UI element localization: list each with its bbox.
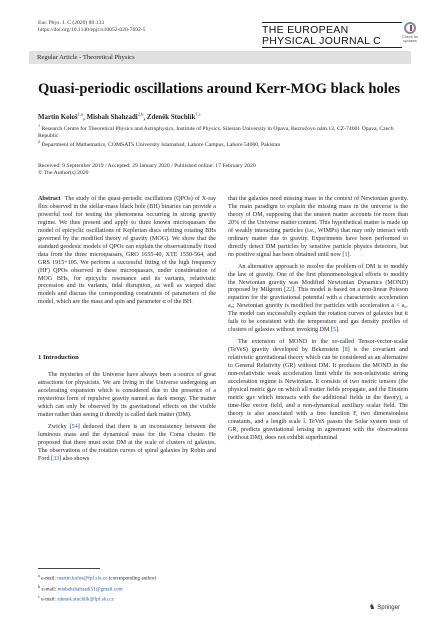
author-3[interactable]: Zdeněk Stuchlík$^{1,c}$ [146,112,201,122]
publisher-logo [369,603,400,611]
brand-line-1: THE EUROPEAN [262,24,349,36]
intro-paragraph-1: The mysteries of the Universe have always been a source of great attractions for physicists. We are living in the Universe undergoing an accelerating expansion which is considered due to the presence of a mysterious form of repulsive gravity named as dark energy. The matter which can only be observed by its gravitational effects on the visible matter rather than seeing it directly is called dark matter (DM). [38,372,216,418]
brand-line-2: PHYSICAL JOURNAL C [262,34,381,47]
email-link[interactable]: misbahshahzadi51@gmail.com [57,586,123,593]
footnotes [38,572,238,604]
abstract-label: Abstract [38,196,61,202]
citation-link[interactable]: 33 [53,455,60,462]
author-2[interactable]: Misbah Shahzadi$^{2,b}$ [86,112,144,122]
citation-link[interactable]: 1 [344,251,348,258]
citation-link[interactable]: 54 [71,423,78,430]
intro-paragraph-2: Zwicky [54] deduced that there is an inconsistency between the luminous mass and the dynamical mass for the Coma cluster. He proposed that there must exist DM at the scale of clusters of galaxies. The observations of the rotation curves of spiral galaxies by Robin and Ford [33] also shows [38,423,216,462]
citation-link[interactable]: 22 [286,287,293,294]
email-link[interactable]: martin.kolos@fpf.slu.cz [57,575,108,582]
journal-brand [262,22,402,48]
affiliation-2: $^2$ Department of Mathematics, COMSATS University Islamabad, Lahore Campus, Lahore 54000, Pakistan [38,139,281,148]
email-link[interactable]: zdenek.stuchlik@fpf.slu.cz [57,597,114,604]
right-column-text [228,196,408,443]
journal-citation: Eur. Phys. J. C (2020) 80:133 [38,20,105,26]
publication-dates [38,163,404,178]
article-type-banner: Regular Article - Theoretical Physics [29,51,411,64]
right-paragraph-1: that the galaxies need missing mass in the context of Newtonian gravity. The main paradigm to explain the missing mass in the universe is the theory of DM, supposing that the unseen matter accounts for more than 20% of the Universe matter content. This hypothetical matter is made up of weakly interacting particles (i.e., WIMPs) that may only interact with ordinary matter due to gravity. Experiments have been performed to directly detect DM particles by sensitive particle physics detectors, but no positive signal has been obtained until now [1]. [228,196,408,258]
affiliation-1: $^1$ Research Centre for Theoretical Physics and Astrophysics, Institute of Physics, Silesian University in Opava, Bezručovo nám.13, CZ-74601 Opava, Czech Republic [38,123,394,140]
citation-link[interactable]: 5 [332,327,336,334]
doi-link[interactable]: https://doi.org/10.1140/epjc/s10052-020-7692-5 [38,27,146,34]
footnote-b: $^b$ e-mail: misbahshahzadi51@gmail.com [38,583,123,593]
footnote-divider [38,568,100,569]
footnote-c: $^c$ e-mail: zdenek.stuchlik@fpf.slu.cz [38,594,114,604]
dates-line: Received: 9 September 2019 / Accepted: 29 January 2020 / Published online: 17 February 2020 [38,163,256,169]
publisher-name: Springer [377,605,400,611]
copyright-line: © The Author(s) 2020 [38,170,89,177]
paper-title: Quasi-periodic oscillations around Kerr-MOG black holes [38,81,401,97]
citation-link[interactable]: 8 [344,347,348,354]
right-paragraph-3: The extension of MOND in the so-called Tensor-vector-scalar (TeVeS) gravity developed by Bekenstein [8] is the covariant and relativistic gravitational theory which can be considered as an alternative to General Relativity (GR) without DM. It produces the MOND in the non-relativistic weak acceleration limit while its non-relativistic strong acceleration regime is Newtonian. It consists of two metric tensors (the physical metric g̃μν on which all matter fields propagate, and the Einstein metric gμν which interacts with the additional fields in the theory), a time-like vector field, and a non-dynamical auxiliary scalar field. The theory is also associated with a free function F, two dimensionless constants, and a length scale l. TeVeS passes the Solar system tests of GR, predicts gravitational lensing in agreement with the observations (without DM), does not exhibit superluminal [228,339,408,441]
check-updates-badge[interactable] [398,22,422,48]
right-paragraph-2: An alternative approach to resolve the problem of DM is to modify the law of gravity. One of the first phenomenological efforts to modify the Newtonian gravity was Modified Newtonian Dynamics (MOND) proposed by Milgrom [22]. This model is based on a non-linear Poisson equation for the gravitational potential with a characteristic acceleration a₀; Newtonian gravity is modified for particles with acceleration a < a₀. The model can successfully explain the rotation curves of galaxies but it fails to be consistent with the temperature and gas density profiles of clusters of galaxies without invoking DM [5]. [228,263,408,334]
author-list: Martin Kološ$^{1,a}$, Misbah Shahzadi$^{2,b}$, Zdeněk Stuchlík$^{1,c}$ [38,112,201,122]
abstract [38,196,216,307]
introduction-text [38,372,216,463]
check-updates-label: Check for updates [401,35,419,44]
journal-meta [38,20,146,35]
section-heading-introduction: 1 Introduction [38,354,79,361]
check-updates-icon [404,22,416,34]
springer-horse-icon: ♞ [369,604,376,611]
footnote-a: $^a$ e-mail: martin.kolos@fpf.slu.cz (corresponding author) [38,573,157,582]
abstract-text: The study of the quasi-periodic oscillations (QPOs) of X-ray flux observed in the stellar-mass black hole (BH) binaries can provide a powerful tool for testing the phenomena occurring in strong gravity regime. We thus present and apply to three known microquasars the model of epicyclic oscillations of Keplerian discs orbiting rotating BHs governed by the modified theory of gravity (MOG). We show that the standard geodesic models of QPOs can explain the observationally fixed data from the three microquasars, GRO 1655-40, XTE 1550-564, and GRS 1915+105. We perform a successful fitting of the high frequency (HF) QPOs observed in these microquasars, under consideration of MOG BHs, for epicyclic resonance and its variants, relativistic precession and its variants, tidal disruption, as well as warped disc models and discuss the corresponding constraints of parameters of the model, which are the mass and spin and parameter α of the BH. [38,196,216,306]
author-1[interactable]: Martin Kološ$^{1,a}$ [38,112,84,122]
